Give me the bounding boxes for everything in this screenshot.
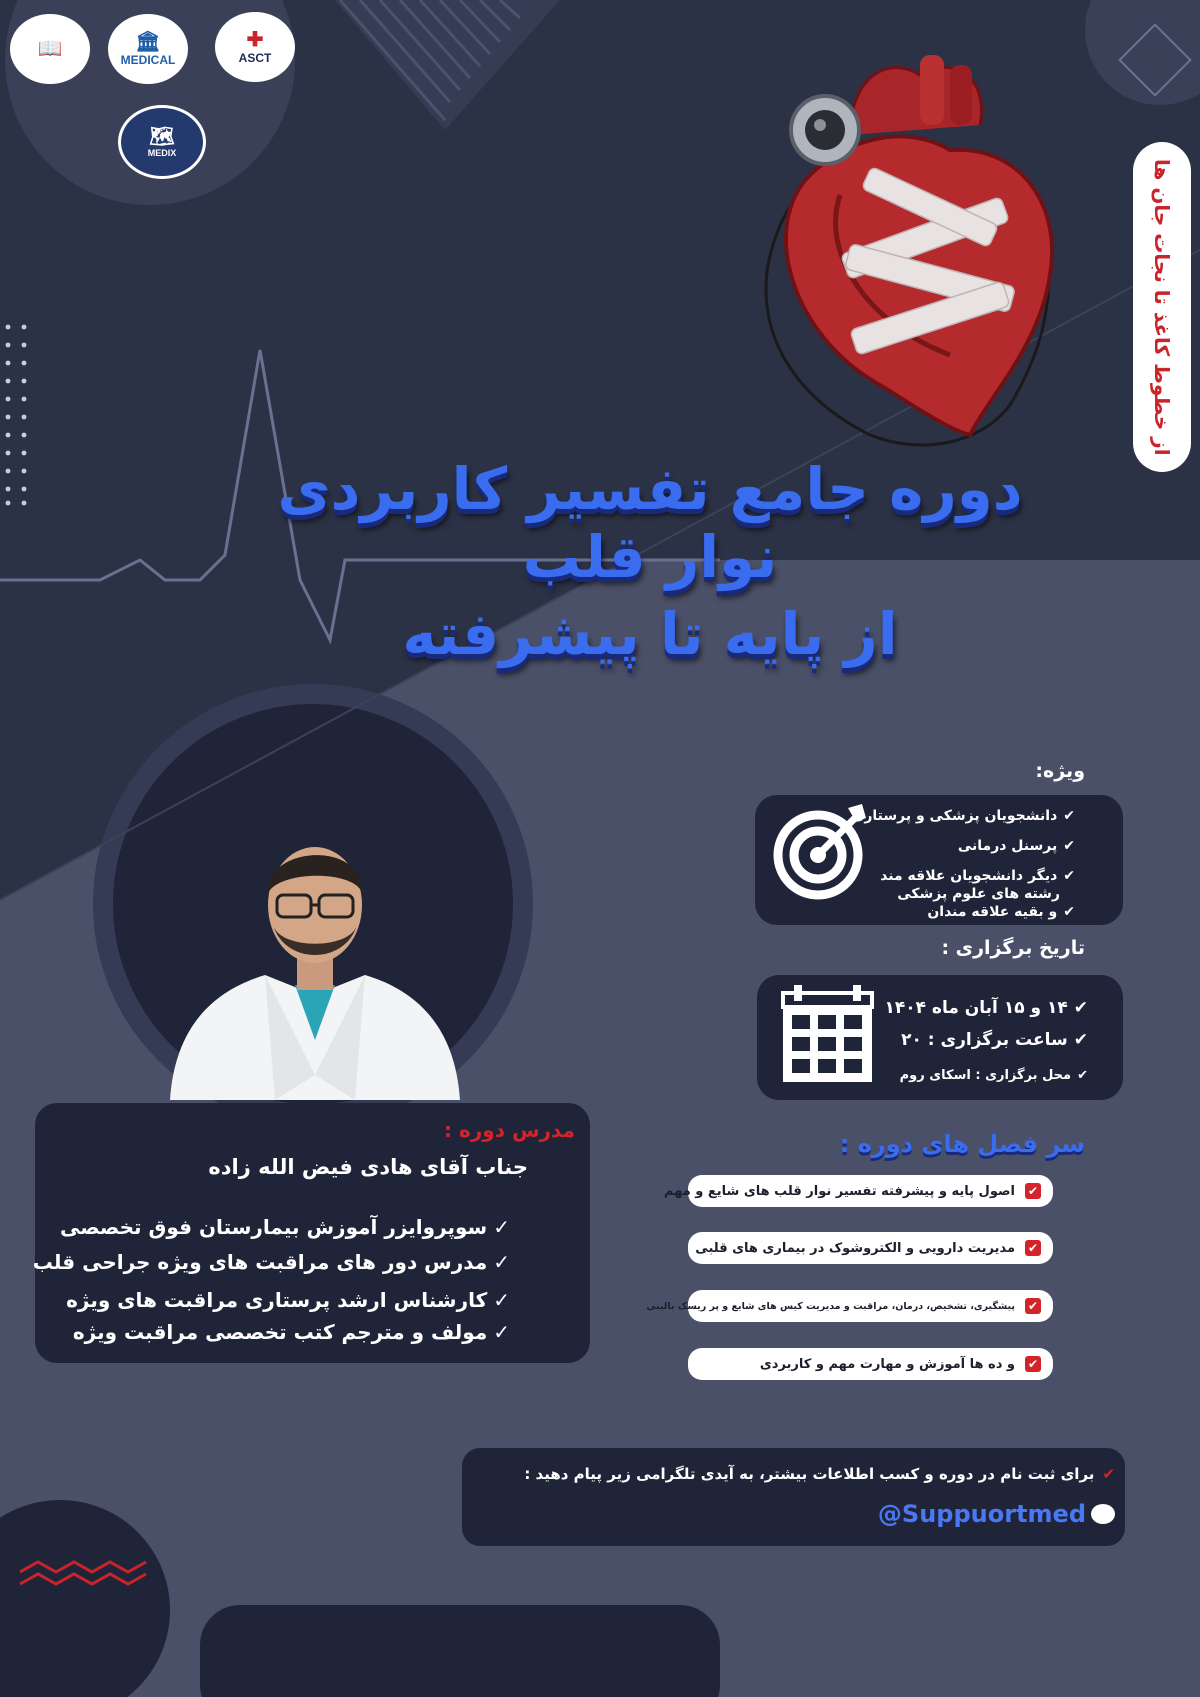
schedule-heading: تاریخ برگزاری : <box>941 937 1085 959</box>
audience-item: رشته های علوم پزشکی <box>897 886 1060 902</box>
book-icon: 📖 <box>37 38 63 60</box>
map-icon: 🗺 <box>149 126 175 148</box>
chapter-item: ✔ پیشگیری، تشخیص، درمان، مراقبت و مدیریت کیس های شایع و پر ریسک بالینی <box>688 1290 1053 1322</box>
contact-box <box>462 1448 1125 1546</box>
heart-stethoscope-icon <box>750 55 1110 455</box>
asct-logo <box>215 12 295 82</box>
instructor-credential: ✓مدرس دور های مراقبت های ویژه جراحی قلب <box>32 1250 510 1274</box>
instructor-heading: مدرس دوره : <box>444 1118 575 1142</box>
instructor-credential: ✓سوپروایزر آموزش بیمارستان فوق تخصصی <box>59 1215 510 1239</box>
check-icon: ✔ <box>1102 1465 1115 1483</box>
chat-bubble-icon <box>1091 1504 1115 1524</box>
check-icon: ✓ <box>493 1288 510 1312</box>
instructor-name: جناب آقای هادی فیض الله زاده <box>208 1155 528 1179</box>
course-title-line1: دوره جامع تفسیر کاربردی نوار قلب <box>277 455 1023 591</box>
check-icon: ✔ <box>1063 808 1075 824</box>
checkbox-icon: ✔ <box>1025 1298 1041 1314</box>
checkbox-icon: ✔ <box>1025 1356 1041 1372</box>
audience-item: ✔پرسنل درمانی <box>957 838 1075 854</box>
logo-text: ASCT <box>238 51 272 65</box>
course-title-line2: از پایه تا پیشرفته <box>402 600 898 668</box>
check-icon: ✔ <box>1077 1068 1088 1083</box>
check-icon: ✔ <box>1063 838 1075 854</box>
audience-item: ✔دانشجویان پزشکی و پرستاری <box>851 808 1075 824</box>
schedule-item-time: ✔ساعت برگزاری : ۲۰ <box>901 1030 1088 1050</box>
chapter-item: ✔ و ده ها آموزش و مهارت مهم و کاربردی <box>688 1348 1053 1380</box>
check-icon: ✔ <box>1073 1030 1088 1050</box>
check-icon: ✓ <box>493 1250 510 1274</box>
building-icon: 🏛 <box>135 31 161 53</box>
telegram-id-text[interactable]: @Suppuortmed <box>877 1500 1086 1528</box>
red-cross-icon: ✚ <box>246 29 264 51</box>
check-icon: ✓ <box>493 1215 510 1239</box>
check-icon: ✔ <box>1063 868 1075 884</box>
checkbox-icon: ✔ <box>1025 1183 1041 1199</box>
chapter-item: ✔ اصول پایه و پیشرفته تفسیر نوار قلب های شایع و مهم <box>688 1175 1053 1207</box>
check-icon: ✔ <box>1063 904 1075 920</box>
slogan-pill <box>1133 142 1191 472</box>
logo-text: MEDICAL <box>120 53 176 67</box>
schedule-item-date: ✔۱۴ و ۱۵ آبان ماه ۱۴۰۴ <box>884 998 1088 1018</box>
calendar-icon <box>780 985 875 1085</box>
slogan-text: از خطوط کاغذ تا نجات جان ها <box>1150 158 1174 456</box>
chapter-item: ✔ مدیریت دارویی و الکتروشوک در بیماری های قلبی <box>688 1232 1053 1264</box>
logo-text: MEDIX <box>147 148 177 158</box>
university-logo <box>10 14 90 84</box>
instructor-credential: ✓کارشناس ارشد پرستاری مراقبت های ویژه <box>66 1288 510 1312</box>
check-icon: ✔ <box>1073 998 1088 1018</box>
contact-text: ✔برای ثبت نام در دوره و کسب اطلاعات بیشتر، به آیدی تلگرامی زیر پیام دهید : <box>524 1465 1115 1483</box>
check-icon: ✓ <box>493 1320 510 1344</box>
audience-heading: ویژه: <box>1035 760 1085 782</box>
chapters-heading: سر فصل های دوره : <box>839 1130 1085 1158</box>
audience-item: ✔دیگر دانشجویان علاقه مند <box>880 868 1075 884</box>
medix-logo <box>118 105 206 179</box>
schedule-item-place: ✔محل برگزاری : اسکای روم <box>899 1068 1088 1083</box>
telegram-id[interactable] <box>878 1500 1115 1528</box>
audience-item: ✔و بقیه علاقه مندان <box>927 904 1075 920</box>
checkbox-icon: ✔ <box>1025 1240 1041 1256</box>
medical-logo <box>108 14 188 84</box>
instructor-credential: ✓مولف و مترجم کتب تخصصی مراقبت ویژه <box>72 1320 510 1344</box>
instructor-photo <box>165 815 465 1100</box>
